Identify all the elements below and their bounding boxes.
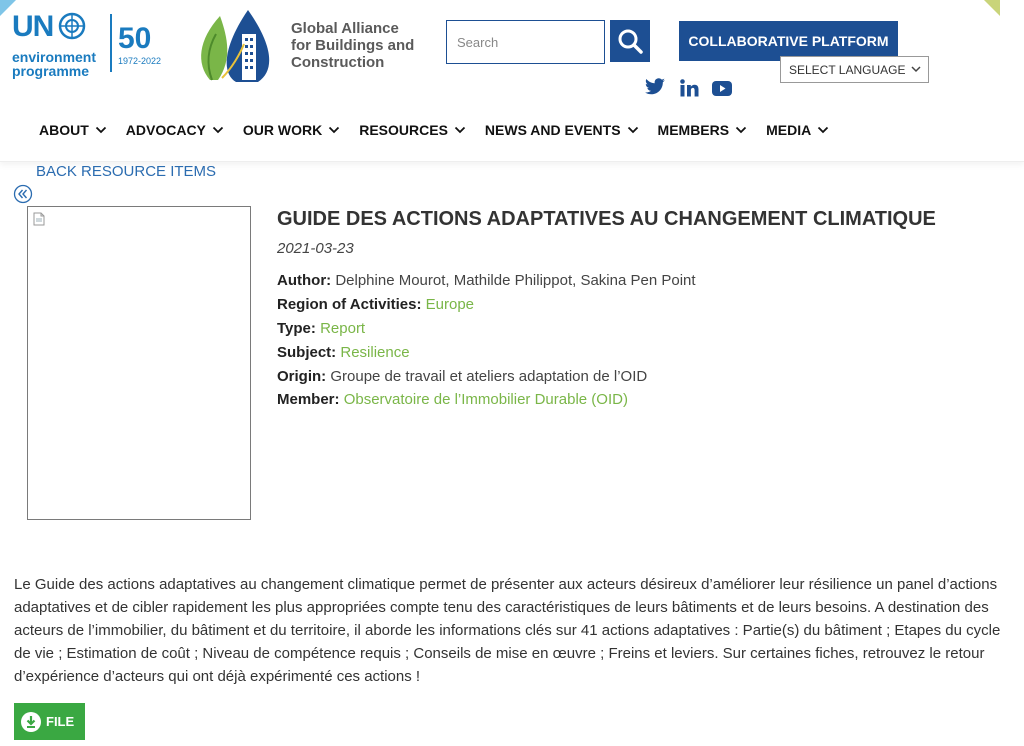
nav-item-media[interactable]: [766, 119, 829, 141]
resource-description: Le Guide des actions adaptatives au changement climatique permet de présenter aux acteurs désireux d’améliorer leur résilience un panel d’actions adaptatives et de cibler rapidement les plus appropriées compte tenu des caractéristiques de leurs bâtiments et de leurs besoins. A destination des acteurs de l’immobilier, du bâtiment et du territoire, il aborde les informations clés sur 41 actions adaptatives : Partie(s) du bâtiment ; Etapes du cycle de vie ; Estimation de coût ; Niveau de compétence requis ; Conseils de mise en œuvre ; Freins et leviers. Sur certaines fiches, retrouvez le retour d’expérience d’acteurs qui ont déjà expérimenté ces actions !: [14, 576, 1001, 685]
nav-item-news-and-events[interactable]: [485, 119, 639, 141]
main-nav: [39, 119, 848, 141]
gabc-line-1: Global Alliance: [291, 20, 399, 37]
unep-programme-text: programme: [12, 63, 90, 79]
nav-item-label: NEWS AND EVENTS: [484, 122, 621, 138]
meta-subject-label: Subject:: [277, 344, 337, 361]
chevron-down-icon: [95, 126, 107, 134]
unep-logo[interactable]: [12, 8, 106, 82]
meta-region-link[interactable]: Europe: [425, 296, 475, 313]
nav-item-label: ABOUT: [39, 122, 89, 138]
resource-title: GUIDE DES ACTIONS ADAPTATIVES AU CHANGEMENT CLIMATIQUE: [277, 208, 936, 230]
twitter-icon[interactable]: [644, 78, 666, 96]
chevron-down-icon: [212, 126, 224, 134]
nav-item-our-work[interactable]: [243, 119, 340, 141]
search-icon: [617, 28, 643, 54]
language-select-label: SELECT LANGUAGE: [789, 62, 906, 77]
nav-item-advocacy[interactable]: [126, 119, 224, 141]
meta-region-label: Region of Activities:: [277, 296, 422, 313]
meta-origin: [277, 368, 647, 385]
meta-member-link[interactable]: Observatoire de l’Immobilier Durable (OID): [343, 391, 628, 408]
file-download-button[interactable]: [14, 703, 85, 740]
linkedin-icon[interactable]: [680, 79, 699, 97]
site-header: [0, 0, 1024, 162]
broken-image-icon: [33, 212, 45, 226]
chevron-down-icon: [817, 126, 829, 134]
unep-50-logo: [118, 24, 161, 66]
meta-author-label: Author:: [277, 272, 332, 289]
nav-item-label: OUR WORK: [242, 122, 323, 138]
file-button-label: FILE: [46, 714, 75, 729]
back-resource-items-link[interactable]: BACK RESOURCE ITEMS: [36, 163, 217, 180]
meta-author: [277, 272, 696, 289]
meta-member-label: Member:: [277, 391, 340, 408]
youtube-icon[interactable]: [712, 81, 732, 96]
meta-origin-value: Groupe de travail et ateliers adaptation de l’OID: [330, 368, 648, 385]
logo-divider: [110, 14, 112, 72]
nav-item-label: MEMBERS: [657, 122, 730, 138]
nav-item-about[interactable]: [39, 119, 107, 141]
nav-item-members[interactable]: [658, 119, 748, 141]
download-icon: [21, 712, 41, 732]
nav-item-resources[interactable]: [359, 119, 466, 141]
nav-item-label: RESOURCES: [359, 122, 448, 138]
nav-item-label: ADVOCACY: [125, 122, 206, 138]
meta-member: [277, 391, 628, 408]
resource-thumbnail[interactable]: [27, 206, 251, 520]
resource-date: 2021-03-23: [277, 240, 354, 257]
double-chevron-left-icon[interactable]: [13, 184, 33, 204]
meta-type-label: Type:: [277, 320, 316, 337]
search-input[interactable]: Search: [446, 20, 605, 64]
chevron-down-icon: [910, 63, 922, 75]
meta-region: [277, 296, 474, 313]
meta-author-value: Delphine Mourot, Mathilde Philippot, Sakina Pen Point: [335, 272, 696, 289]
meta-type: [277, 320, 365, 337]
nav-item-label: MEDIA: [766, 122, 812, 138]
meta-subject-link[interactable]: Resilience: [340, 344, 410, 361]
gabc-line-2: for Buildings and: [291, 37, 415, 54]
gabc-logo-text[interactable]: [291, 20, 431, 71]
chevron-down-icon: [735, 126, 747, 134]
chevron-down-icon: [627, 126, 639, 134]
collaborative-platform-button[interactable]: COLLABORATIVE PLATFORM: [679, 21, 898, 61]
gabc-line-3: Construction: [291, 54, 385, 71]
meta-subject: [277, 344, 410, 361]
chevron-down-icon: [328, 126, 340, 134]
search-button[interactable]: [610, 20, 650, 62]
gabc-leaf-icon[interactable]: [192, 4, 284, 84]
anniversary-years: 1972-2022: [118, 56, 162, 66]
meta-type-link[interactable]: Report: [320, 320, 366, 337]
chevron-down-icon: [454, 126, 466, 134]
unep-un-text: UN: [12, 10, 54, 43]
anniversary-number: 50: [118, 22, 152, 55]
un-emblem-icon: [58, 12, 86, 40]
unep-environment-text: environment: [12, 49, 97, 65]
language-select[interactable]: [780, 56, 929, 83]
meta-origin-label: Origin:: [277, 368, 327, 385]
